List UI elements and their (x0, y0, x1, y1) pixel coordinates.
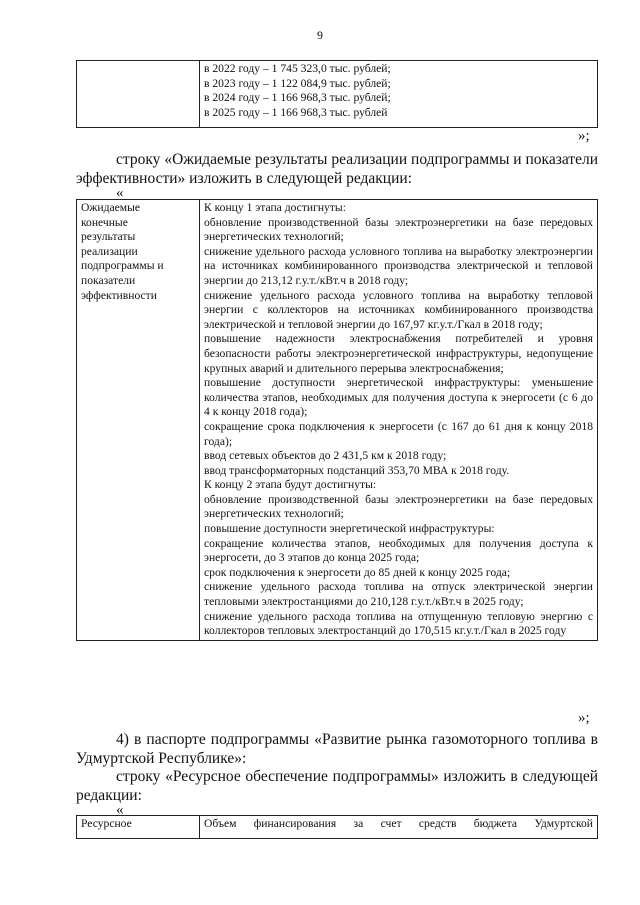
result-item: снижение удельного расхода условного топлива на выработку тепловой энергии с коллекторов на источниках комбинированного производства электрической и тепловой энергии до 167,97 кг.у.т./Гкал в 2018 году; (204, 288, 593, 331)
main-table (76, 199, 598, 641)
result-item: обновление производственной базы электроэнергетики на базе передовых энергетических технологий; (204, 215, 593, 244)
closing-quote: »; (578, 710, 590, 726)
top-table (76, 60, 598, 128)
paragraph-expected-results: строку «Ожидаемые результаты реализации подпрограммы и показатели эффективности» изложить в следующей редакции: (76, 151, 598, 187)
paragraph-resource-support: строку «Ресурсное обеспечение подпрограммы» изложить в следующей редакции: (76, 768, 598, 804)
result-item: снижение удельного расхода топлива на отпущенную тепловую энергию с коллекторов тепловых электростанций до 170,515 кг.у.т./Гкал в 2025 году (204, 609, 593, 638)
left-label-line: показатели (81, 273, 136, 287)
closing-quote: »; (578, 128, 590, 144)
left-label-line: Ожидаемые (81, 201, 141, 214)
result-item: ввод трансформаторных подстанций 353,70 МВА к 2018 году. (204, 463, 510, 477)
result-item: ввод сетевых объектов до 2 431,5 км к 2018 году; (204, 449, 447, 463)
result-item: снижение удельного расхода условного топлива на выработку электроэнергии на источниках комбинированного производства электрической и тепловой энергии до 213,12 г.у.т./кВт.ч в 2018 году; (204, 244, 593, 287)
table-row (77, 816, 598, 839)
result-item: повышение доступности энергетической инфраструктуры: (204, 522, 495, 536)
left-label-line: подпрограммы и (81, 259, 164, 273)
result-item: срок подключения к энергосети до 85 дней к концу 2025 года; (204, 565, 511, 579)
top-table-right-cell (200, 61, 598, 128)
top-table-left-cell (77, 61, 200, 128)
bottom-table (76, 815, 598, 839)
page-number: 9 (317, 28, 323, 42)
funding-line: в 2022 году – 1 745 323,0 тыс. рублей; (204, 62, 391, 75)
left-label-line: эффективности (81, 288, 157, 302)
bottom-table-left-cell: Ресурсное (77, 816, 200, 839)
result-item: обновление производственной базы электроэнергетики на базе передовых энергетических технологий; (204, 492, 593, 521)
bottom-table-right-cell: Объем финансирования за счет средств бюджета Удмуртской (200, 816, 598, 839)
result-item: К концу 2 этапа будут достигнуты: (204, 478, 377, 492)
left-label-line: конечные (81, 215, 128, 229)
result-item: К концу 1 этапа достигнуты: (204, 201, 346, 214)
main-table-right-cell (200, 200, 598, 641)
result-item: сокращение срока подключения к энергосети (с 167 до 61 дня к концу 2018 года); (204, 419, 593, 448)
funding-line: в 2023 году – 1 122 084,9 тыс. рублей; (204, 76, 391, 90)
opening-quote: « (116, 185, 124, 201)
paragraph-gas-motor-fuel: 4) в паспорте подпрограммы «Развитие рынка газомоторного топлива в Удмуртской Республике»: (76, 731, 598, 767)
table-row (77, 61, 598, 128)
result-item: снижение удельного расхода топлива на отпуск электрической энергии тепловыми электростанциями до 210,128 г.у.т./кВт.ч в 2025 году; (204, 580, 593, 609)
result-item: повышение доступности энергетической инфраструктуры: уменьшение количества этапов, необходимых для получения доступа к энергосети (с 6 до 4 к концу 2018 года); (204, 376, 593, 419)
funding-line: в 2024 году – 1 166 968,3 тыс. рублей; (204, 91, 391, 105)
main-table-left-cell (77, 200, 200, 641)
result-item: сокращение количества этапов, необходимых для получения доступа к энергосети, до 3 этапов до конца 2025 года; (204, 536, 593, 565)
left-label-line: реализации (81, 244, 138, 258)
result-item: повышение надежности электроснабжения потребителей и уровня безопасности работы электроэнергетической инфраструктуры, недопущение крупных аварий и длительного перерыва электроснабжения; (204, 332, 593, 375)
funding-line: в 2025 году – 1 166 968,3 тыс. рублей (204, 105, 388, 119)
left-label-line: результаты (81, 230, 136, 244)
opening-quote: « (116, 802, 124, 818)
table-row (77, 200, 598, 641)
